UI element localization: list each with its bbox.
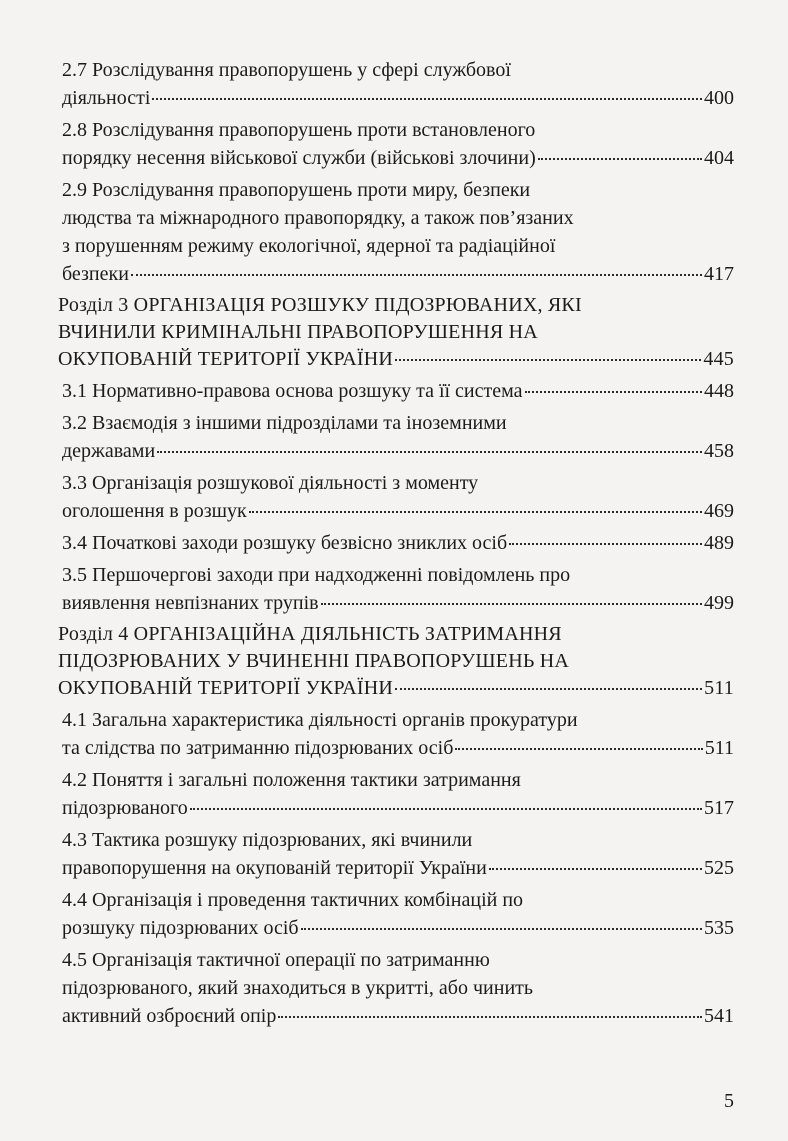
toc-entry-last-line [62, 144, 734, 172]
dot-leader [157, 450, 702, 453]
toc-entry-text: ОКУПОВАНІЙ ТЕРИТОРІЇ УКРАЇНИ [58, 677, 393, 699]
toc-entry-last-line [62, 589, 734, 617]
toc-entry-last-line [62, 84, 734, 112]
dot-leader [395, 358, 701, 361]
toc-entry-last-line [62, 1002, 734, 1030]
toc-page-number: 400 [704, 87, 734, 109]
toc-entry-line: 4.2 Поняття і загальні положення тактики затримання [62, 769, 521, 791]
toc-subsection-entry [58, 561, 734, 617]
toc-page-number: 469 [704, 500, 734, 522]
toc-page-number: 541 [704, 1005, 734, 1027]
dot-leader [395, 687, 702, 690]
toc-entry-last-line [62, 497, 734, 525]
toc-section-entry [58, 292, 734, 373]
toc-entry-last-line [62, 437, 734, 465]
toc-subsection-entry [58, 56, 734, 112]
toc-entry-line: людства та міжнародного правопорядку, а також пов’язаних [62, 207, 574, 229]
dot-leader [249, 510, 702, 513]
dot-leader [455, 747, 702, 750]
toc-entry-line: 2.9 Розслідування правопорушень проти миру, безпеки [62, 179, 531, 201]
dot-leader [538, 157, 702, 160]
toc-entry-line: 2.7 Розслідування правопорушень у сфері службової [62, 59, 511, 81]
toc-entry-line: з порушенням режиму екологічної, ядерної та радіаційної [62, 235, 556, 257]
toc-page-number: 417 [704, 263, 734, 285]
toc-page-number: 448 [704, 380, 734, 402]
toc-page-number: 517 [704, 797, 734, 819]
toc-entry-text: діяльності [62, 87, 151, 109]
toc-entry-text: безпеки [62, 263, 129, 285]
toc-entry-line: підозрюваного, який знаходиться в укритті, або чинить [62, 977, 534, 999]
toc-page-number: 489 [704, 532, 734, 554]
toc-subsection-entry [58, 529, 734, 557]
toc-entry-text: державами [62, 440, 156, 462]
toc-entry-last-line [62, 529, 734, 557]
toc-page-number: 499 [704, 592, 734, 614]
table-of-contents [58, 56, 734, 1034]
page-number: 5 [724, 1090, 734, 1112]
toc-page-number: 535 [704, 917, 734, 939]
toc-page-number: 511 [704, 737, 734, 759]
toc-entry-text: 3.4 Початкові заходи розшуку безвісно зниклих осіб [62, 532, 508, 554]
dot-leader [525, 390, 702, 393]
toc-entry-text: 3.1 Нормативно-правова основа розшуку та її система [62, 380, 523, 402]
toc-entry-line: ПІДОЗРЮВАНИХ У ВЧИНЕННІ ПРАВОПОРУШЕНЬ НА [58, 650, 570, 672]
dot-leader [321, 602, 702, 605]
toc-entry-line: 4.4 Організація і проведення тактичних комбінацій по [62, 889, 524, 911]
toc-entry-last-line [62, 734, 734, 762]
toc-entry-line: 3.2 Взаємодія з іншими підрозділами та іноземними [62, 412, 507, 434]
dot-leader [509, 542, 702, 545]
toc-entry-last-line [62, 854, 734, 882]
toc-entry-line: Розділ 4 ОРГАНІЗАЦІЙНА ДІЯЛЬНІСТЬ ЗАТРИМАННЯ [58, 623, 562, 645]
toc-entry-last-line [62, 377, 734, 405]
toc-entry-last-line [62, 260, 734, 288]
toc-entry-text: розшуку підозрюваних осіб [62, 917, 299, 939]
toc-entry-line: 3.5 Першочергові заходи при надходженні повідомлень про [62, 564, 571, 586]
toc-subsection-entry [58, 886, 734, 942]
toc-entry-line: 3.3 Організація розшукової діяльності з моменту [62, 472, 479, 494]
dot-leader [131, 273, 702, 276]
toc-entry-line: ВЧИНИЛИ КРИМІНАЛЬНІ ПРАВОПОРУШЕННЯ НА [58, 321, 538, 343]
toc-subsection-entry [58, 176, 734, 288]
toc-subsection-entry [58, 377, 734, 405]
toc-entry-text: підозрюваного [62, 797, 188, 819]
toc-section-entry [58, 621, 734, 702]
toc-page-number: 525 [704, 857, 734, 879]
toc-subsection-entry [58, 469, 734, 525]
dot-leader [152, 97, 702, 100]
dot-leader [278, 1015, 702, 1018]
toc-entry-text: виявлення невпізнаних трупів [62, 592, 319, 614]
toc-subsection-entry [58, 766, 734, 822]
toc-subsection-entry [58, 116, 734, 172]
toc-entry-text: ОКУПОВАНІЙ ТЕРИТОРІЇ УКРАЇНИ [58, 348, 393, 370]
toc-subsection-entry [58, 946, 734, 1030]
toc-subsection-entry [58, 409, 734, 465]
toc-page-number: 404 [704, 147, 734, 169]
dot-leader [190, 807, 702, 810]
toc-subsection-entry [58, 706, 734, 762]
toc-entry-last-line [58, 346, 734, 373]
toc-entry-last-line [62, 794, 734, 822]
toc-entry-text: оголошення в розшук [62, 500, 247, 522]
toc-entry-line: 4.5 Організація тактичної операції по затриманню [62, 949, 490, 971]
toc-entry-text: порядку несення військової служби (військові злочини) [62, 147, 536, 169]
toc-entry-text: та слідства по затриманню підозрюваних осіб [62, 737, 454, 759]
dot-leader [489, 867, 702, 870]
toc-page-number: 458 [704, 440, 734, 462]
toc-page-number: 511 [704, 677, 734, 699]
toc-entry-line: 4.1 Загальна характеристика діяльності органів прокуратури [62, 709, 578, 731]
toc-subsection-entry [58, 826, 734, 882]
toc-entry-line: Розділ 3 ОРГАНІЗАЦІЯ РОЗШУКУ ПІДОЗРЮВАНИХ, ЯКІ [58, 294, 582, 316]
toc-entry-text: активний озброєний опір [62, 1005, 277, 1027]
toc-entry-line: 2.8 Розслідування правопорушень проти встановленого [62, 119, 536, 141]
toc-page-number: 445 [703, 348, 734, 370]
toc-entry-line: 4.3 Тактика розшуку підозрюваних, які вчинили [62, 829, 473, 851]
dot-leader [301, 927, 702, 930]
toc-entry-text: правопорушення на окупованій території України [62, 857, 487, 879]
toc-entry-last-line [58, 675, 734, 702]
toc-entry-last-line [62, 914, 734, 942]
